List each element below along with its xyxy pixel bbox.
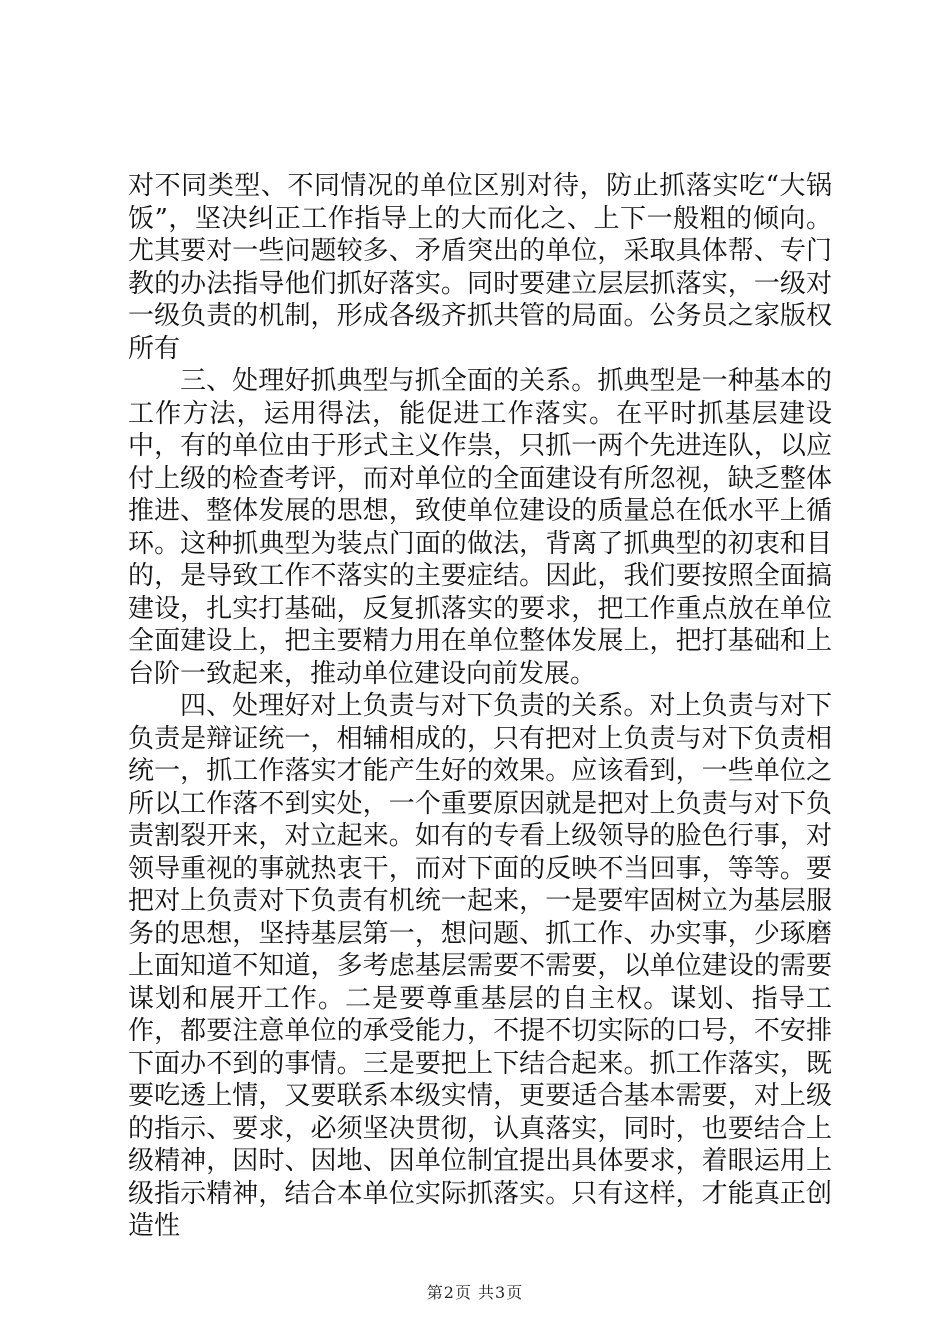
paragraph-section-three: 三、处理好抓典型与抓全面的关系。抓典型是一种基本的工作方法，运用得法，能促进工作落实。在平时抓基层建设中，有的单位由于形式主义作祟，只抓一两个先进连队，以应付上级的检查考评，而对单位的全面建设有所忽视，缺乏整体推进、整体发展的思想，致使单位建设的质量总在低水平上循环。这种抓典型为装点门面的做法，背离了抓典型的初衷和目的，是导致工作不落实的主要症结。因此，我们要按照全面搞建设，扎实打基础，反复抓落实的要求，把工作重点放在单位全面建设上，把主要精力用在单位整体发展上，把打基础和上台阶一致起来，推动单位建设向前发展。	[128, 366, 832, 689]
paragraph-continuation: 对不同类型、不同情况的单位区别对待，防止抓落实吃“大锅饭”，坚决纠正工作指导上的大而化之、上下一般粗的倾向。尤其要对一些问题较多、矛盾突出的单位，采取具体帮、专门教的办法指导他们抓好落实。同时要建立层层抓落实，一级对一级负责的机制，形成各级齐抓共管的局面。公务员之家版权所有	[128, 171, 832, 364]
page-number-footer: 第2页 共3页	[426, 1283, 524, 1302]
document-body	[128, 170, 832, 1243]
paragraph-section-four: 四、处理好对上负责与对下负责的关系。对上负责与对下负责是辩证统一，相辅相成的，只有把对上负责与对下负责相统一，抓工作落实才能产生好的效果。应该看到，一些单位之所以工作落不到实处，一个重要原因就是把对上负责与对下负责割裂开来，对立起来。如有的专看上级领导的脸色行事，对领导重视的事就热衷干，而对下面的反映不当回事，等等。要把对上负责对下负责有机统一起来，一是要牢固树立为基层服务的思想，坚持基层第一，想问题、抓工作、办实事，少琢磨上面知道不知道，多考虑基层需要不需要，以单位建设的需要谋划和展开工作。二是要尊重基层的自主权。谋划、指导工作，都要注意单位的承受能力，不提不切实际的口号，不安排下面办不到的事情。三是要把上下结合起来。抓工作落实，既要吃透上情，又要联系本级实情，更要适合基本需要，对上级的指示、要求，必须坚决贯彻，认真落实，同时，也要结合上级精神，因时、因地、因单位制宜提出具体要求，着眼运用上级指示精神，结合本单位实际抓落实。只有这样，才能真正创造性	[128, 691, 832, 1241]
